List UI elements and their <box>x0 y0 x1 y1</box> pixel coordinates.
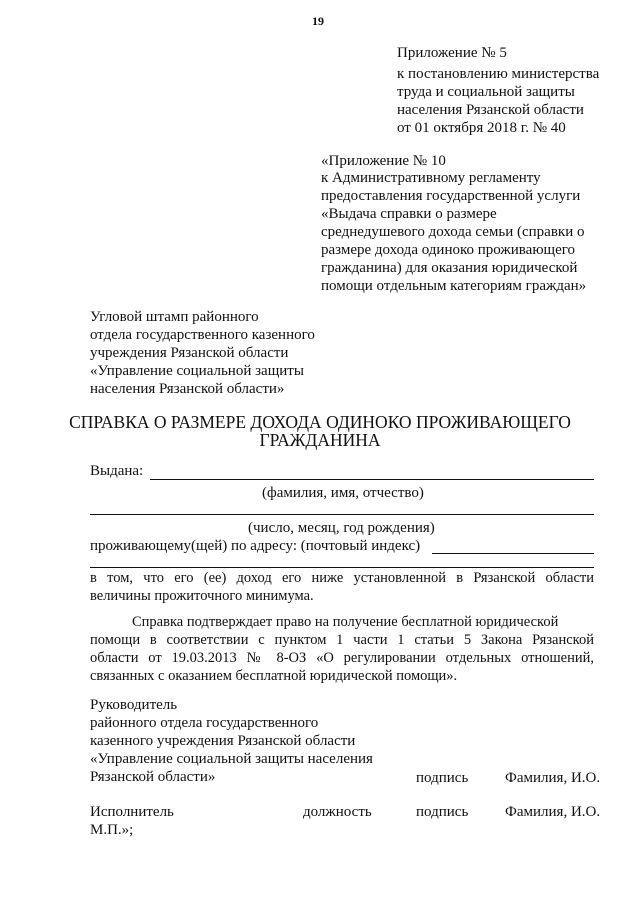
head-line: Руководитель <box>90 697 178 713</box>
stamp-line: населения Рязанской области» <box>90 381 285 397</box>
head-line: «Управление социальной защиты населения <box>90 751 373 767</box>
confirmation-line: помощи в соответствии с пунктом 1 части 1 статьи 5 Закона Рязанской <box>90 632 594 648</box>
executor-fio-label: Фамилия, И.О. <box>505 804 601 820</box>
page-number: 19 <box>312 14 324 28</box>
document-title-line2: ГРАЖДАНИНА <box>259 430 381 450</box>
birth-field-line <box>90 514 594 515</box>
confirmation-line: связанных с оказанием бесплатной юридической помощи». <box>90 668 458 684</box>
appendix-10-title: «Приложение № 10 <box>321 153 446 169</box>
birth-hint: (число, месяц, год рождения) <box>248 520 435 536</box>
appendix-10-line: среднедушевого дохода семьи (справки о <box>321 224 585 240</box>
head-fio-label: Фамилия, И.О. <box>505 770 601 786</box>
appendix-10-line: помощи отдельным категориям граждан» <box>321 278 587 294</box>
appendix-10-line: гражданина) для оказания юридической <box>321 260 578 276</box>
confirmation-line: области от 19.03.2013 № 8-ОЗ «О регулировании отдельных отношений, <box>90 650 594 666</box>
position-label: должность <box>303 804 372 820</box>
head-line: районного отдела государственного <box>90 715 319 731</box>
stamp-line: Угловой штамп районного <box>90 309 259 325</box>
head-line: казенного учреждения Рязанской области <box>90 733 356 749</box>
confirmation-line: Справка подтверждает право на получение бесплатной юридической <box>132 614 559 630</box>
stamp-line: «Управление социальной защиты <box>90 363 304 379</box>
address-label: проживающему(щей) по адресу: (почтовый индекс) <box>90 538 421 554</box>
executor-label: Исполнитель <box>90 804 174 820</box>
appendix-10-line: к Административному регламенту <box>321 170 541 186</box>
seal-place-label: М.П.»; <box>90 822 134 838</box>
address-field-line-2 <box>90 567 594 568</box>
appendix-10-line: «Выдача справки о размере <box>321 206 497 222</box>
appendix-5-line: от 01 октября 2018 г. № 40 <box>397 120 566 136</box>
statement-line1: в том, что его (ее) доход его ниже установленной в Рязанской области <box>90 570 594 586</box>
name-field-line <box>150 479 594 480</box>
document-title-line1: СПРАВКА О РАЗМЕРЕ ДОХОДА ОДИНОКО ПРОЖИВАЮЩЕГО <box>69 412 571 432</box>
head-signature-label: подпись <box>416 770 469 786</box>
appendix-5-line: труда и социальной защиты <box>397 84 575 100</box>
statement-line2: величины прожиточного минимума. <box>90 588 314 604</box>
issued-label: Выдана: <box>90 463 144 479</box>
appendix-5-line: населения Рязанской области <box>397 102 584 118</box>
address-field-line <box>432 553 594 554</box>
appendix-5-line: к постановлению министерства <box>397 66 600 82</box>
name-hint: (фамилия, имя, отчество) <box>262 485 424 501</box>
executor-signature-label: подпись <box>416 804 469 820</box>
appendix-10-line: размере дохода одиноко проживающего <box>321 242 576 258</box>
appendix-5-title: Приложение № 5 <box>397 45 507 61</box>
stamp-line: учреждения Рязанской области <box>90 345 289 361</box>
head-line: Рязанской области» <box>90 769 216 785</box>
appendix-10-line: предоставления государственной услуги <box>321 188 581 204</box>
stamp-line: отдела государственного казенного <box>90 327 315 343</box>
